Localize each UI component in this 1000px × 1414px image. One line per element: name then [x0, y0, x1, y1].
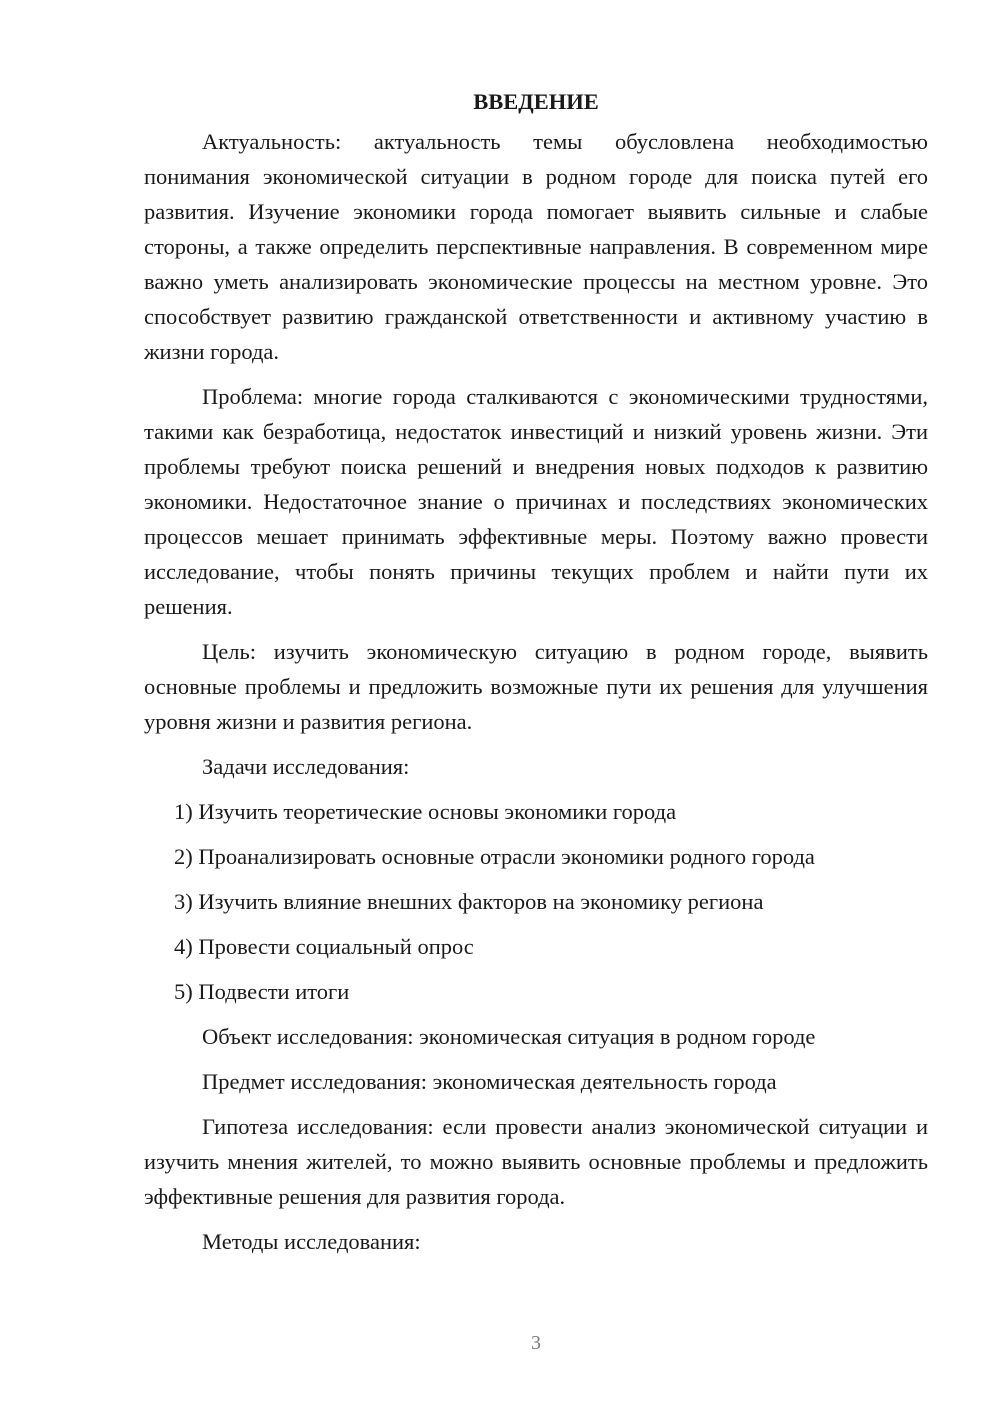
paragraph-relevance: Актуальность: актуальность темы обусловлена необходимостью понимания экономической ситуации в родном городе для поиска путей его развития. Изучение экономики города помогает выявить сильные и слабые стороны, а также определить перспективные направления. В современном мире важно уметь анализировать экономические процессы на местном уровне. Это способствует развитию гражданской ответственности и активному участию в жизни города.: [144, 129, 928, 364]
list-item: 3) Изучить влияние внешних факторов на экономику региона: [174, 889, 764, 914]
page-title: ВВЕДЕНИЕ: [473, 89, 599, 114]
tasks-list: [144, 794, 928, 1009]
paragraph-goal: Цель: изучить экономическую ситуацию в родном городе, выявить основные проблемы и предложить возможные пути их решения для улучшения уровня жизни и развития региона.: [144, 639, 928, 734]
methods-heading: Методы исследования:: [202, 1229, 421, 1254]
list-item: 2) Проанализировать основные отрасли экономики родного города: [174, 844, 815, 869]
document-page: [144, 88, 928, 1269]
paragraph-problem: Проблема: многие города сталкиваются с экономическими трудностями, такими как безработица, недостаток инвестиций и низкий уровень жизни. Эти проблемы требуют поиска решений и внедрения новых подходов к развитию экономики. Недостаточное знание о причинах и последствиях экономических процессов мешает принимать эффективные меры. Поэтому важно провести исследование, чтобы понять причины текущих проблем и найти пути их решения.: [144, 384, 928, 619]
list-item: 1) Изучить теоретические основы экономики города: [174, 799, 677, 824]
research-subject: Предмет исследования: экономическая деятельность города: [202, 1069, 777, 1094]
page-number: 3: [531, 1332, 541, 1354]
list-item: 5) Подвести итоги: [174, 979, 350, 1004]
list-item: 4) Провести социальный опрос: [174, 934, 474, 959]
research-object: Объект исследования: экономическая ситуация в родном городе: [202, 1024, 816, 1049]
tasks-heading: Задачи исследования:: [202, 754, 410, 779]
research-hypothesis: Гипотеза исследования: если провести анализ экономической ситуации и изучить мнения жителей, то можно выявить основные проблемы и предложить эффективные решения для развития города.: [144, 1114, 928, 1209]
